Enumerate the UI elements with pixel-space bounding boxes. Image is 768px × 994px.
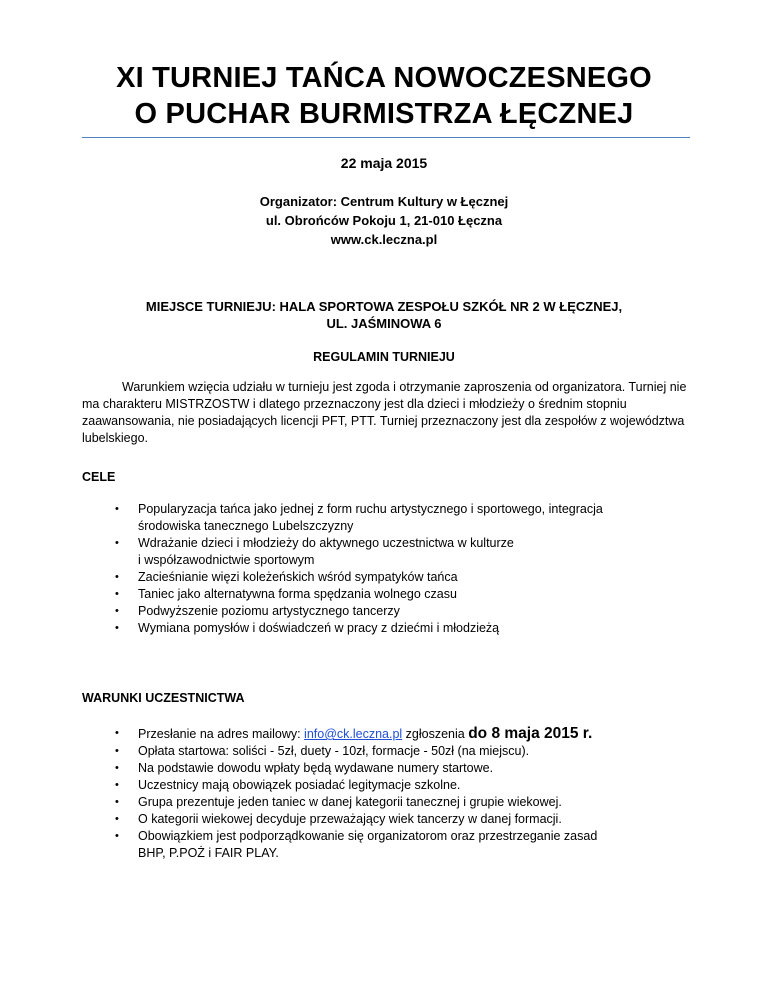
bullet-icon: •	[115, 796, 119, 808]
list-item	[82, 725, 690, 743]
title-line-2: O PUCHAR BURMISTRZA ŁĘCZNEJ	[134, 98, 634, 130]
bullet-icon: •	[115, 503, 119, 515]
list-item	[82, 569, 690, 586]
title-divider	[82, 137, 690, 138]
item-line: Obowiązkiem jest podporządkowanie się organizatorom oraz przestrzeganie zasad	[138, 829, 598, 843]
goals-list	[82, 501, 690, 637]
bullet-icon: •	[115, 762, 119, 774]
title-line-1: XI TURNIEJ TAŃCA NOWOCZESNEGO	[116, 62, 652, 94]
bullet-icon: •	[115, 830, 119, 842]
list-item	[82, 760, 690, 777]
item-line: Zacieśnianie więzi koleżeńskich wśród sympatyków tańca	[138, 570, 458, 584]
item-line: Podwyższenie poziomu artystycznego tancerzy	[138, 604, 400, 618]
bullet-icon: •	[115, 779, 119, 791]
item-line: Grupa prezentuje jeden taniec w danej kategorii tanecznej i grupie wiekowej.	[138, 795, 562, 809]
bullet-icon: •	[115, 537, 119, 549]
bullet-icon: •	[115, 813, 119, 825]
item-line: Opłata startowa: soliści - 5zł, duety - 10zł, formacje - 50zł (na miejscu).	[138, 744, 530, 758]
list-item	[82, 777, 690, 794]
item-line: BHP, P.POŻ i FAIR PLAY.	[138, 846, 279, 860]
bullet-icon: •	[115, 727, 119, 739]
list-item	[82, 811, 690, 828]
item-line: Taniec jako alternatywna forma spędzania wolnego czasu	[138, 587, 457, 601]
event-date: 22 maja 2015	[340, 155, 428, 171]
list-item	[82, 586, 690, 603]
document-title	[0, 60, 768, 132]
item-line: środowiska tanecznego Lubelszczyzny	[138, 519, 354, 533]
item-line: Na podstawie dowodu wpłaty będą wydawane numery startowe.	[138, 761, 494, 775]
item-line: Wdrażanie dzieci i młodzieży do aktywnego uczestnictwa w kulturze	[138, 536, 514, 550]
regulations-title: REGULAMIN TURNIEJU	[313, 350, 455, 364]
organizer-website: www.ck.leczna.pl	[330, 232, 438, 247]
item-text: zgłoszenia	[402, 727, 469, 741]
organizer-block	[0, 192, 768, 249]
list-item	[82, 828, 690, 862]
conditions-list	[82, 725, 690, 862]
item-line: Popularyzacja tańca jako jednej z form ruchu artystycznego i sportowego, integracja	[138, 502, 603, 516]
list-item	[82, 535, 690, 569]
list-item	[82, 620, 690, 637]
list-item	[82, 501, 690, 535]
item-line: i współzawodnictwie sportowym	[138, 553, 315, 567]
deadline-text: do 8 maja 2015 r.	[468, 725, 593, 742]
intro-paragraph: Warunkiem wzięcia udziału w turnieju jest zgoda i otrzymanie zaproszenia od organizatora. Turniej nie ma charakteru MISTRZOSTW i dlatego przeznaczony jest dla dzieci i młodzieży o średnim stopniu zaawansowania, nie posiadających licencji PFT, PTT. Turniej przeznaczony jest dla zespołów z województwa lubelskiego.	[82, 380, 687, 445]
bullet-icon: •	[115, 745, 119, 757]
bullet-icon: •	[115, 622, 119, 634]
venue-line-2: UL. JAŚMINOWA 6	[326, 316, 442, 331]
email-link[interactable]: info@ck.leczna.pl	[304, 727, 403, 741]
venue-line-1: MIEJSCE TURNIEJU: HALA SPORTOWA ZESPOŁU SZKÓŁ NR 2 W ŁĘCZNEJ,	[145, 299, 623, 314]
item-line: Uczestnicy mają obowiązek posiadać legitymacje szkolne.	[138, 778, 461, 792]
goals-heading: CELE	[82, 470, 116, 484]
list-item	[82, 794, 690, 811]
venue-block	[0, 298, 768, 332]
bullet-icon: •	[115, 588, 119, 600]
conditions-heading: WARUNKI UCZESTNICTWA	[82, 691, 245, 705]
organizer-name: Organizator: Centrum Kultury w Łęcznej	[259, 194, 509, 209]
list-item	[82, 603, 690, 620]
item-line: O kategorii wiekowej decyduje przeważający wiek tancerzy w danej formacji.	[138, 812, 562, 826]
item-text: Przesłanie na adres mailowy:	[138, 727, 305, 741]
list-item	[82, 743, 690, 760]
bullet-icon: •	[115, 571, 119, 583]
item-line: Wymiana pomysłów i doświadczeń w pracy z dziećmi i młodzieżą	[138, 621, 500, 635]
bullet-icon: •	[115, 605, 119, 617]
organizer-address: ul. Obrońców Pokoju 1, 21-010 Łęczna	[265, 213, 503, 228]
